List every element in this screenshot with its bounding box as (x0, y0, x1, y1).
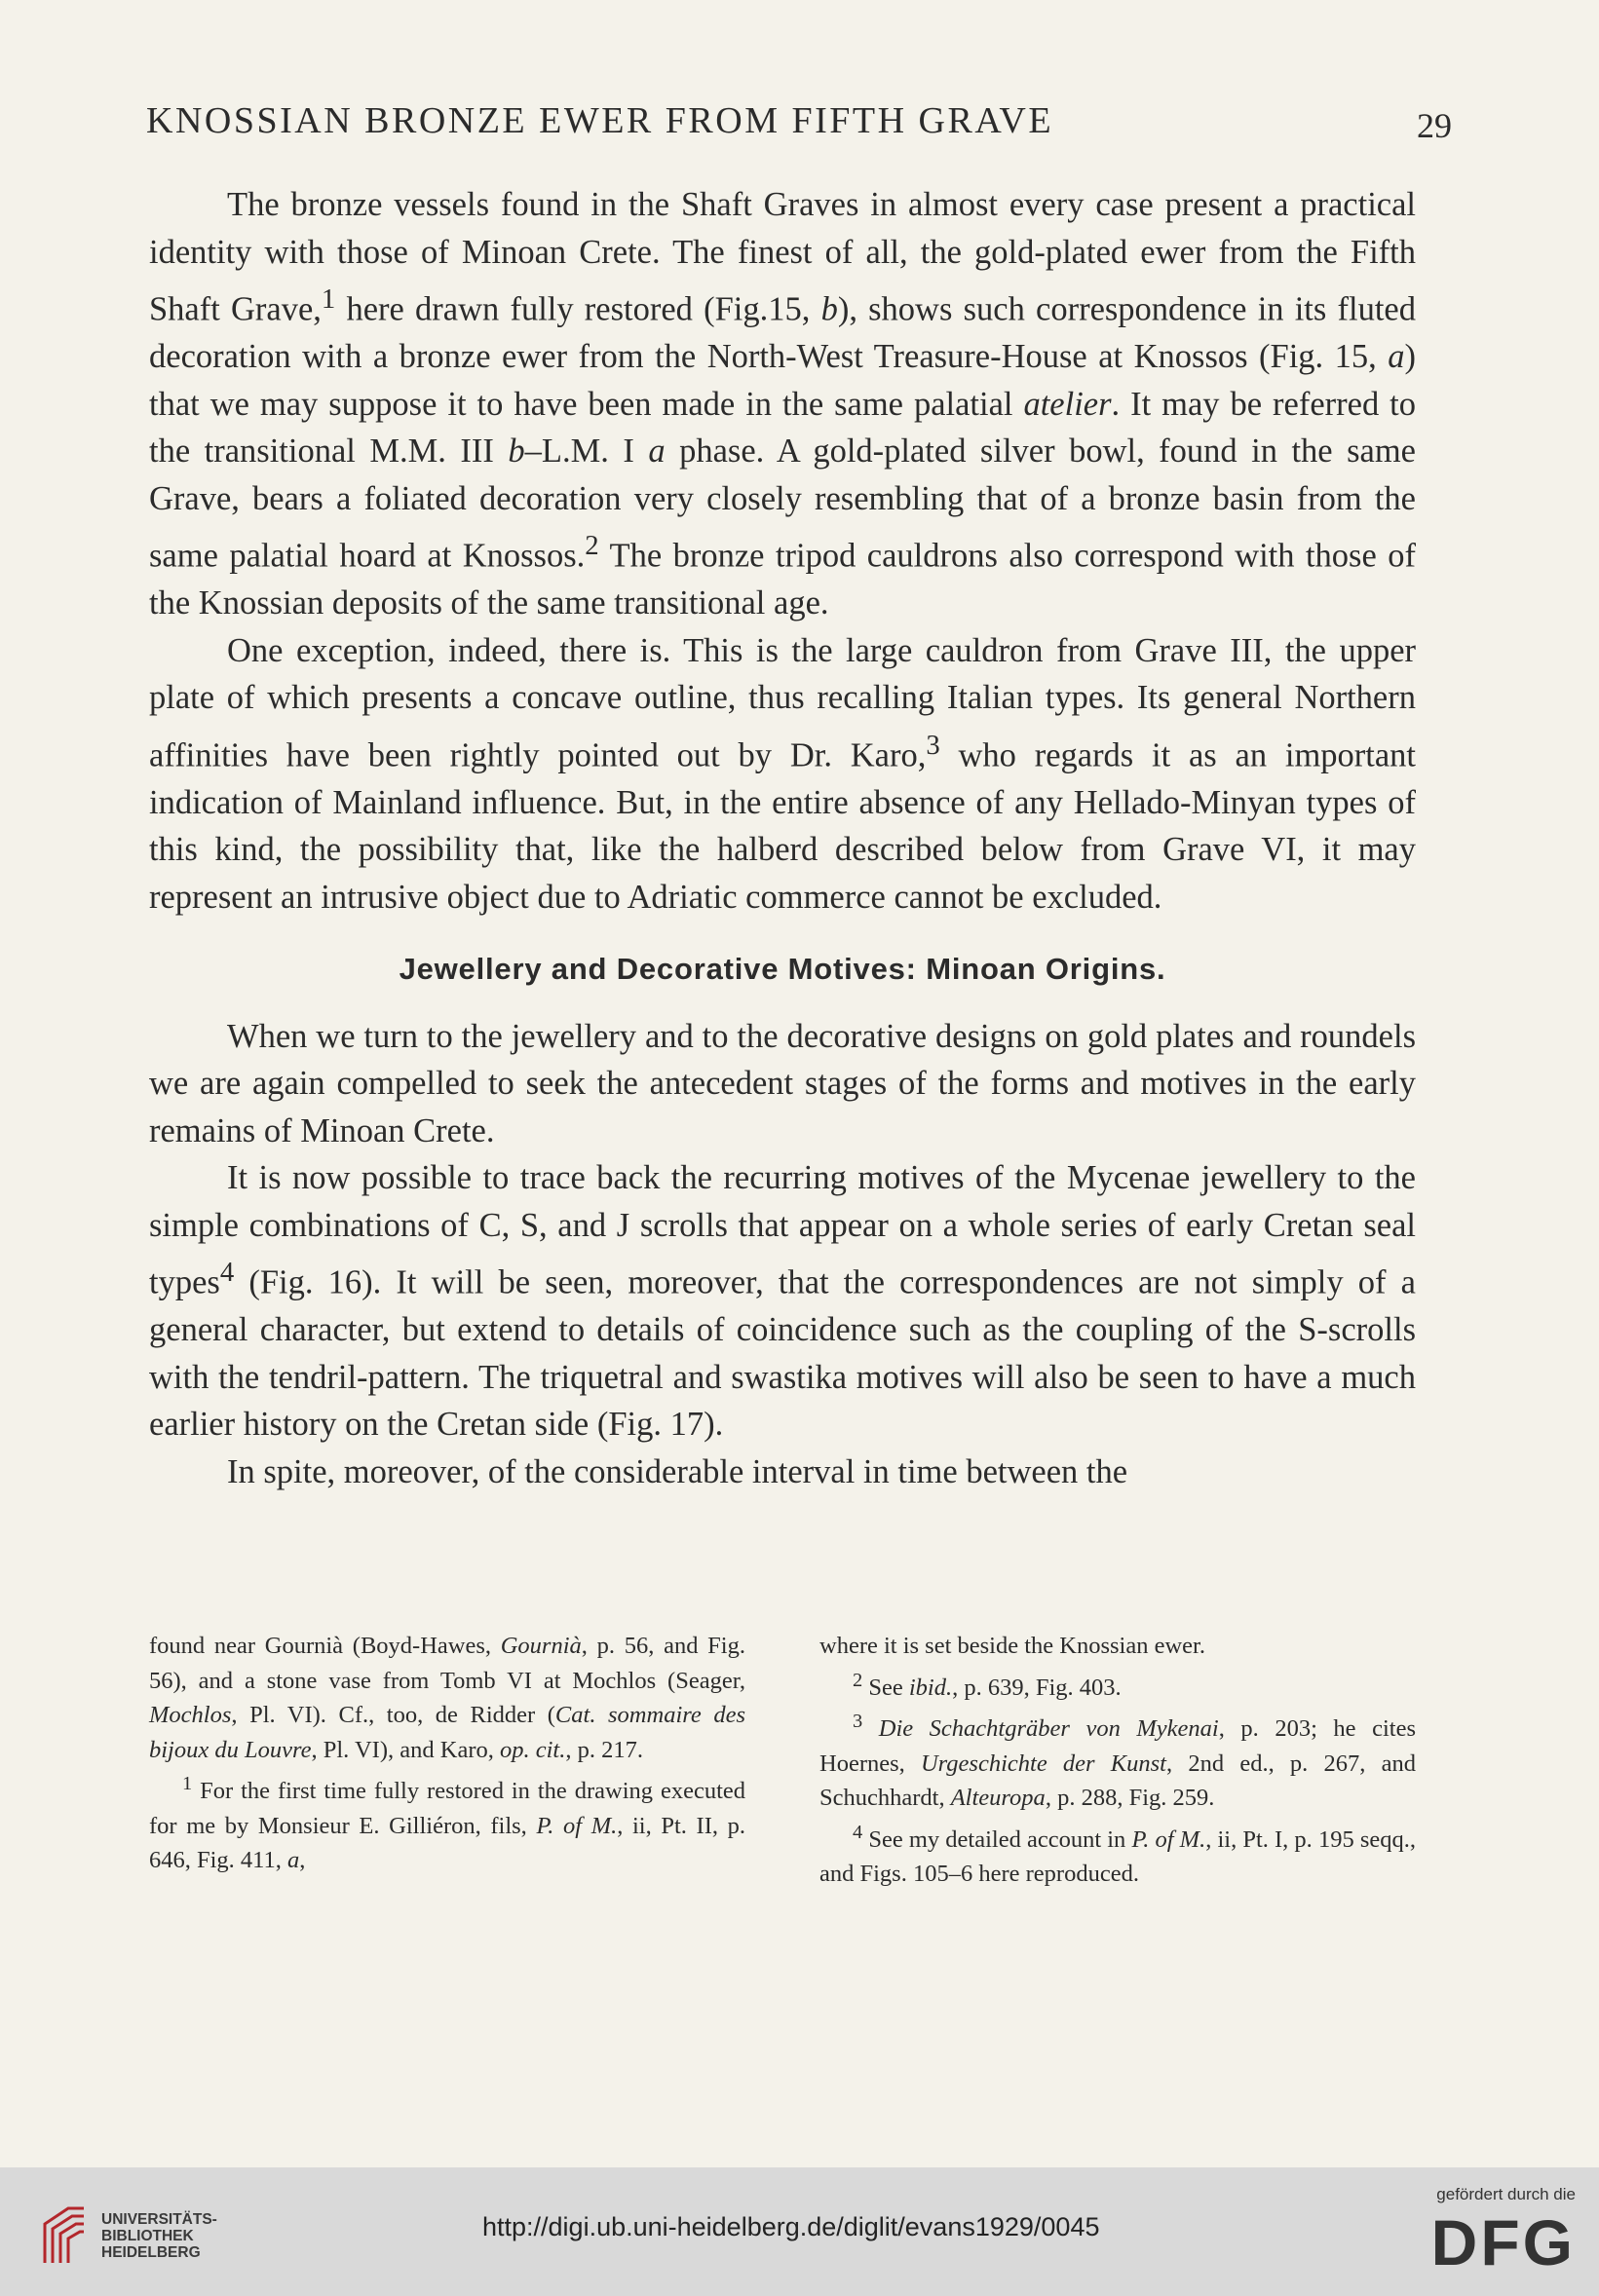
italic-run: Die Schachtgräber von Mykenai (878, 1715, 1219, 1743)
paragraph-2 (149, 627, 1416, 922)
footnote-ref: 1 (321, 283, 336, 315)
text-run: , p. 639, Fig. 403. (952, 1674, 1122, 1701)
footnote-number: 3 (853, 1711, 863, 1733)
italic-run: b (508, 433, 525, 470)
section-heading: Jewellery and Decorative Motives: Minoan Origins. (399, 952, 1166, 986)
italic-run: a (287, 1847, 300, 1874)
italic-run: atelier (1023, 385, 1112, 423)
text-run: , Pl. VI). Cf., too, de Ridder ( (231, 1702, 555, 1728)
text-run: It is now possible to trace back the recurring motives of the Mycenae jewellery to the simple combinations of C, S, and J scrolls that appear on a whole series of early Cretan seal types (149, 1159, 1416, 1301)
italic-run: Alteuropa (950, 1785, 1046, 1812)
footnote-ref: 2 (585, 530, 599, 561)
library-name (101, 2211, 217, 2261)
page-number: 29 (1417, 106, 1452, 145)
text-run: found near Gournià (Boyd-Hawes, (149, 1633, 501, 1659)
text-run: , p. 203; he cites Hoernes, (819, 1715, 1416, 1777)
library-name-line: HEIDELBERG (101, 2243, 201, 2261)
text-run: ), shows such correspondence in its fluted decoration with a bronze ewer from the North-West Treasure-House at Knossos (Fig. 15, (149, 290, 1416, 375)
footnote-1 (149, 1767, 745, 1878)
text-run: phase. A gold-plated silver bowl, found in the same Grave, bears a foliated decoration very closely resembling that of a bronze basin from the same palatial hoard at Knossos. (149, 433, 1416, 575)
text-run: , Pl. VI), and Karo, (311, 1736, 500, 1763)
library-name-line: UNIVERSITÄTS- (101, 2210, 217, 2228)
funder-logo[interactable] (1410, 2185, 1576, 2280)
italic-run: Gournià (500, 1633, 582, 1659)
running-head (146, 99, 1452, 145)
university-library-logo[interactable] (39, 2195, 224, 2277)
italic-run: P. of M. (1131, 1826, 1206, 1853)
text-run: , ii, Pt. II, p. 646, Fig. 411, (149, 1812, 745, 1874)
text-run: –L.M. I (524, 433, 649, 470)
text-run: , p. 56, and Fig. 56), and a stone vase from Tomb VI at Mochlos (Seager, (149, 1633, 745, 1694)
italic-run: ibid. (908, 1674, 953, 1701)
funding-label: gefördert durch die (1436, 2185, 1576, 2203)
italic-run: a (648, 433, 666, 470)
footnote-number: 4 (853, 1821, 863, 1843)
text-run: The bronze tripod cauldrons also correspond with those of the Knossian deposits of the same transitional age. (149, 537, 1416, 621)
italic-run: Mochlos (149, 1702, 232, 1728)
text-run: , ii, Pt. I, p. 195 seqq., and Figs. 105–6 here reproduced. (819, 1826, 1416, 1888)
text-run: (Fig. 16). It will be seen, moreover, that the correspondences are not simply of a general character, but extend to details of coincidence such as the coupling of the S-scrolls with the tendril-pattern. The triquetral and swastika motives will also be seen to have a much earlier history on the Cretan side (Fig. 17). (149, 1263, 1416, 1443)
text-run: who regards it as an important indication of Mainland influence. But, in the entire absence of any Hellado-Minyan types of this kind, the possibility that, like the halberd described below from Grave VI, it may represent an intrusive object due to Adriatic commerce cannot be excluded. (149, 736, 1417, 916)
footnote-ref: 4 (219, 1257, 235, 1288)
text-run: . It may be referred to the transitional M.M. III (149, 385, 1417, 470)
footnotes-left-column (149, 1629, 745, 1892)
text-run: For the first time fully restored in the drawing executed for me by Monsieur E. Gilliéron, fils, (149, 1778, 745, 1839)
text-run: See my detailed account in (862, 1826, 1132, 1853)
dfg-logo-icon: DFG (1430, 2206, 1576, 2278)
italic-run: Cat. sommaire des bijoux du Louvre (149, 1702, 745, 1763)
footnote-2 (819, 1664, 1416, 1706)
italic-run: b (820, 290, 838, 328)
body-text (149, 181, 1416, 1495)
text-run: One exception, indeed, there is. This is the large cauldron from Grave III, the upper plate of which presents a concave outline, thus recalling Italian types. Its general Northern affinities have been rightly pointed out by Dr. Karo, (149, 631, 1416, 773)
permalink-url[interactable]: http://digi.ub.uni-heidelberg.de/diglit/evans1929/0045 (482, 2212, 1100, 2241)
footnotes-right-column (819, 1629, 1416, 1892)
italic-run: op. cit. (499, 1736, 566, 1763)
footnote-number: 1 (182, 1773, 193, 1794)
text-run: here drawn fully restored (Fig.15, (335, 290, 821, 328)
footnote-number: 2 (853, 1669, 863, 1691)
italic-run: P. of M. (536, 1812, 618, 1839)
italic-run: a (1388, 338, 1405, 375)
text-run: ) that we may suppose it to have been made in the same palatial (149, 338, 1416, 423)
text-run: The bronze vessels found in the Shaft Graves in almost every case present a practical identity with those of Minoan Crete. The finest of all, the gold-plated ewer from the Fifth Shaft Grave, (149, 186, 1416, 328)
footnote-continuation (149, 1629, 745, 1767)
text-run: , p. 217. (565, 1736, 643, 1763)
text-run: See (862, 1674, 909, 1701)
footnote-4 (819, 1816, 1416, 1892)
paragraph-1 (149, 181, 1416, 627)
footnotes (149, 1629, 1416, 1892)
text-run: , p. 288, Fig. 259. (1045, 1785, 1215, 1812)
footnote-1-continuation: where it is set beside the Knossian ewer. (819, 1633, 1205, 1659)
paragraph-5: In spite, moreover, of the considerable interval in time between the (227, 1452, 1128, 1490)
paragraph-4 (149, 1154, 1416, 1449)
text-run (862, 1715, 879, 1742)
text-run: , 2nd ed., p. 267, and Schuchhardt, (819, 1750, 1416, 1812)
library-logo-icon (39, 2202, 90, 2269)
running-title: KNOSSIAN BRONZE EWER FROM FIFTH GRAVE (146, 100, 1054, 141)
library-name-line: BIBLIOTHEK (101, 2227, 194, 2244)
footnote-ref: 3 (926, 729, 940, 761)
paragraph-3: When we turn to the jewellery and to the decorative designs on gold plates and roundels we are again compelled to seek the antecedent stages of the forms and motives in the early remains of Minoan Crete. (149, 1017, 1416, 1149)
italic-run: Urgeschichte der Kunst (920, 1750, 1166, 1777)
viewer-footer (0, 2167, 1599, 2296)
footnote-3 (819, 1705, 1416, 1816)
text-run: , (299, 1847, 306, 1874)
